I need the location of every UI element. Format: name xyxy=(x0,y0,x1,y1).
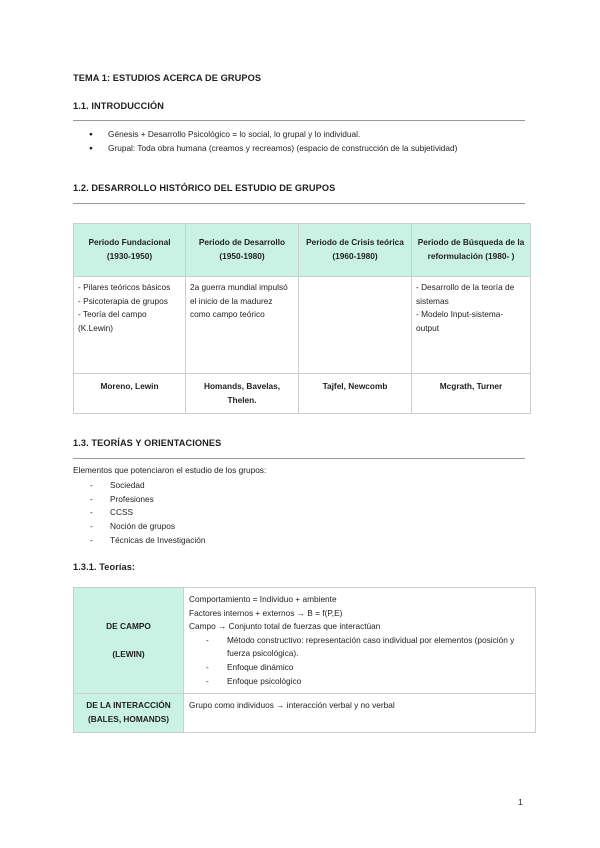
theory-name: DE LA INTERACCIÓN xyxy=(86,700,171,711)
description-line: - Desarrollo de la teoría de sistemas xyxy=(416,282,515,306)
theory-sub-list xyxy=(189,634,530,688)
section-heading-desarrollo: 1.2. DESARROLLO HISTÓRICO DEL ESTUDIO DE GRUPOS xyxy=(73,183,336,193)
periods-table xyxy=(73,223,531,414)
elements-dash-list xyxy=(90,479,205,548)
section-heading-introduccion: 1.1. INTRODUCCIÓN xyxy=(73,101,165,111)
theory-line: Comportamiento = Individuo + ambiente xyxy=(189,594,337,604)
theory-description-cell xyxy=(184,588,536,694)
bullet-item: ● Grupal: Toda obra humana (creamos y recreamos) (espacio de construcción de la subjetividad) xyxy=(95,142,525,156)
theory-name-cell xyxy=(74,588,184,694)
periods-authors-row xyxy=(74,374,531,414)
period-authors: Tajfel, Newcomb xyxy=(299,374,412,414)
subsection-heading-teorias: 1.3.1. Teorías: xyxy=(73,562,136,572)
period-header: Periodo de Crisis teórica (1960-1980) xyxy=(299,224,412,277)
description-line: - Teoría del campo (K.Lewin) xyxy=(78,309,147,333)
theory-description-cell xyxy=(184,694,536,733)
period-authors: Mcgrath, Turner xyxy=(412,374,531,414)
page-number: 1 xyxy=(518,797,523,807)
section-rule xyxy=(73,458,525,459)
theory-line: Campo → Conjunto total de fuerzas que interactúan xyxy=(189,621,381,632)
intro-paragraph: Elementos que potenciaron el estudio de los grupos: xyxy=(73,465,267,475)
theory-line: Factores internos + externos → B = f(P,E) xyxy=(189,607,343,618)
theories-table xyxy=(73,587,536,733)
period-description-empty xyxy=(299,277,412,374)
list-item: - Sociedad xyxy=(90,479,205,493)
theory-sub-item: - Enfoque dinámico xyxy=(189,661,530,675)
periods-header-row xyxy=(74,224,531,277)
theory-name: DE CAMPO xyxy=(106,620,151,631)
theory-line: Grupo como individuos → interacción verbal y no verbal xyxy=(189,700,395,711)
description-line: - Modelo Input-sistema-output xyxy=(416,309,504,333)
theory-sub-item: - Enfoque psicológico xyxy=(189,675,530,689)
list-item: - Noción de grupos xyxy=(90,520,205,534)
theory-sub-item: - Método constructivo: representación caso individual por elementos (posición y fuerza psicológica). xyxy=(189,634,530,661)
list-item: - Técnicas de Investigación xyxy=(90,534,205,548)
theory-author: (LEWIN) xyxy=(112,648,145,659)
bullet-item: ● Génesis + Desarrollo Psicológico = lo social, lo grupal y lo individual. xyxy=(95,128,525,142)
spacer xyxy=(78,634,179,648)
period-header: Periodo de Desarrollo (1950-1980) xyxy=(186,224,299,277)
theory-row xyxy=(74,694,536,733)
period-description xyxy=(74,277,186,374)
section-rule xyxy=(73,203,525,204)
section-heading-teorias: 1.3. TEORÍAS Y ORIENTACIONES xyxy=(73,438,222,448)
document-title: TEMA 1: ESTUDIOS ACERCA DE GRUPOS xyxy=(73,73,262,83)
list-item: - CCSS xyxy=(90,506,205,520)
period-header: Periodo Fundacional (1930-1950) xyxy=(74,224,186,277)
period-authors: Moreno, Lewin xyxy=(74,374,186,414)
description-line: - Psicoterapia de grupos xyxy=(78,295,168,306)
description-line: 2a guerra mundial impulsó el inicio de la madurez como campo teórico xyxy=(190,282,288,320)
period-description xyxy=(186,277,299,374)
section-rule xyxy=(73,120,525,121)
theory-row xyxy=(74,588,536,694)
period-description xyxy=(412,277,531,374)
description-line: - Pilares teóricos básicos xyxy=(78,282,171,292)
list-item: - Profesiones xyxy=(90,493,205,507)
period-header: Periodo de Búsqueda de la reformulación (1980- ) xyxy=(412,224,531,277)
periods-description-row xyxy=(74,277,531,374)
theory-name-cell xyxy=(74,694,184,733)
theory-author: (BALES, HOMANDS) xyxy=(87,713,170,724)
period-authors: Homands, Bavelas, Thelen. xyxy=(186,374,299,414)
intro-bullet-list xyxy=(95,128,525,155)
